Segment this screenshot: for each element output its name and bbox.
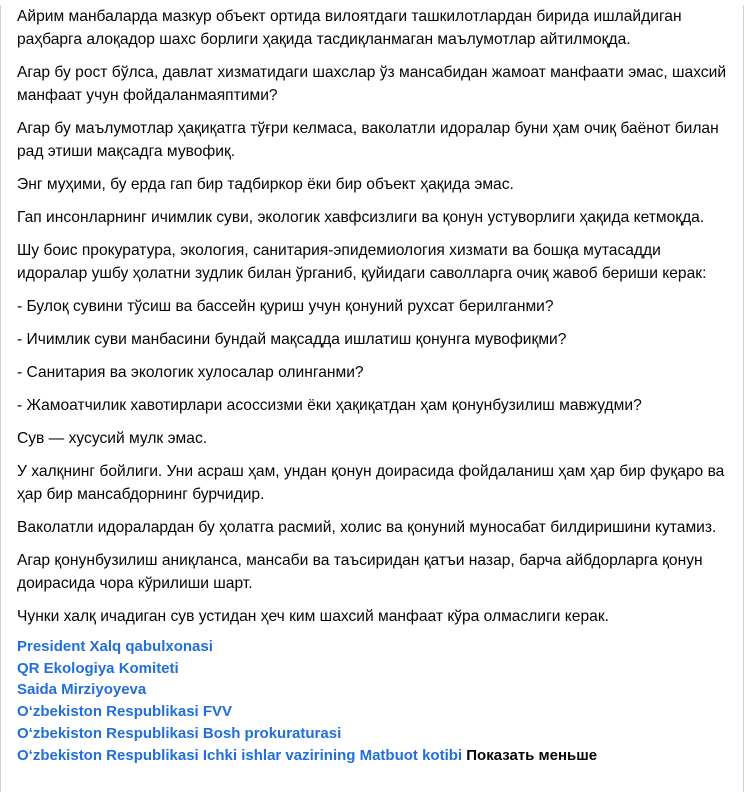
post-paragraph: Чунки халқ ичадиган сув устидан ҳеч ким шахсий манфаат кўра олмаслиги керак. — [17, 608, 609, 625]
see-less-button[interactable]: Показать меньше — [466, 746, 598, 764]
tag-line — [17, 723, 743, 745]
mention-tag-link[interactable]: President Xalq qabulxonasi — [17, 638, 213, 655]
post-paragraph: - Санитария ва экологик хулосалар олинганми? — [17, 364, 364, 381]
post-paragraph: Агар бу рост бўлса, давлат хизматидаги шахслар ўз мансабидан жамоат манфаати эмас, шахсий манфаат учун фойдаланмаяптими? — [17, 64, 727, 104]
tag-line — [17, 679, 743, 701]
tag-line — [17, 745, 743, 767]
post-paragraph: Шу боис прокуратура, экология, санитария-эпидемиология хизмати ва бошқа мутасадди идоралар ушбу ҳолатни зудлик билан ўрганиб, қуйидаги саволларга очиқ жавоб бериши керак: — [17, 242, 707, 282]
post-paragraph: Энг муҳими, бу ерда гап бир тадбиркор ёки бир объект ҳақида эмас. — [17, 176, 514, 193]
mention-tag-link[interactable]: Saida Mirziyoyeva — [17, 681, 147, 699]
mention-tag-link[interactable]: QR Ekologiya Komiteti — [17, 659, 179, 677]
tag-line — [17, 701, 743, 723]
post-paragraph: Айрим манбаларда мазкур объект ортида вилоятдаги ташкилотлардан бирида ишлайдиган раҳбарга алоқадор шахс борлиги ҳақида тасдиқланмаган маълумотлар айтилмоқда. — [17, 8, 682, 48]
post-paragraph: Сув — хусусий мулк эмас. — [17, 430, 208, 447]
mention-tags — [17, 636, 743, 766]
post-paragraph: - Жамоатчилик хавотирлари асоссизми ёки ҳақиқатдан ҳам қонунбузилиш мавжудми? — [17, 397, 642, 414]
post-paragraph: Ваколатли идоралардан бу ҳолатга расмий, холис ва қонуний муносабат билдиришини кутамиз. — [17, 519, 717, 536]
post-body — [0, 5, 744, 792]
mention-tag-link[interactable]: O‘zbekiston Respublikasi Bosh prokuraturasi — [17, 724, 342, 742]
post-paragraph: Агар бу маълумотлар ҳақиқатга тўғри келмаса, ваколатли идоралар буни ҳам очиқ баёнот билан рад этиши мақсадга мувофиқ. — [17, 120, 719, 160]
post-paragraph: - Ичимлик суви манбасини бундай мақсадда ишлатиш қонунга мувофиқми? — [17, 331, 567, 348]
mention-tag-link[interactable]: O‘zbekiston Respublikasi Ichki ishlar vazirining Matbuot kotibi — [17, 746, 463, 764]
tag-line — [17, 658, 743, 680]
post-text — [17, 5, 743, 628]
post-paragraph: Гап инсонларнинг ичимлик суви, экологик хавфсизлиги ва қонун устуворлиги ҳақида кетмоқда. — [17, 209, 705, 226]
post-paragraph: У халқнинг бойлиги. Уни асраш ҳам, ундан қонун доирасида фойдаланиш ҳам ҳар бир фуқаро ва ҳар бир мансабдорнинг бурчидир. — [17, 463, 725, 503]
post-paragraph: - Булоқ сувини тўсиш ва бассейн қуриш учун қонуний рухсат берилганми? — [17, 298, 554, 315]
post-paragraph: Агар қонунбузилиш аниқланса, мансаби ва таъсиридан қатъи назар, барча айбдорларга қонун доирасида чора кўрилиши шарт. — [17, 552, 703, 592]
tag-line — [17, 636, 743, 658]
mention-tag-link[interactable]: O‘zbekiston Respublikasi FVV — [17, 703, 233, 721]
